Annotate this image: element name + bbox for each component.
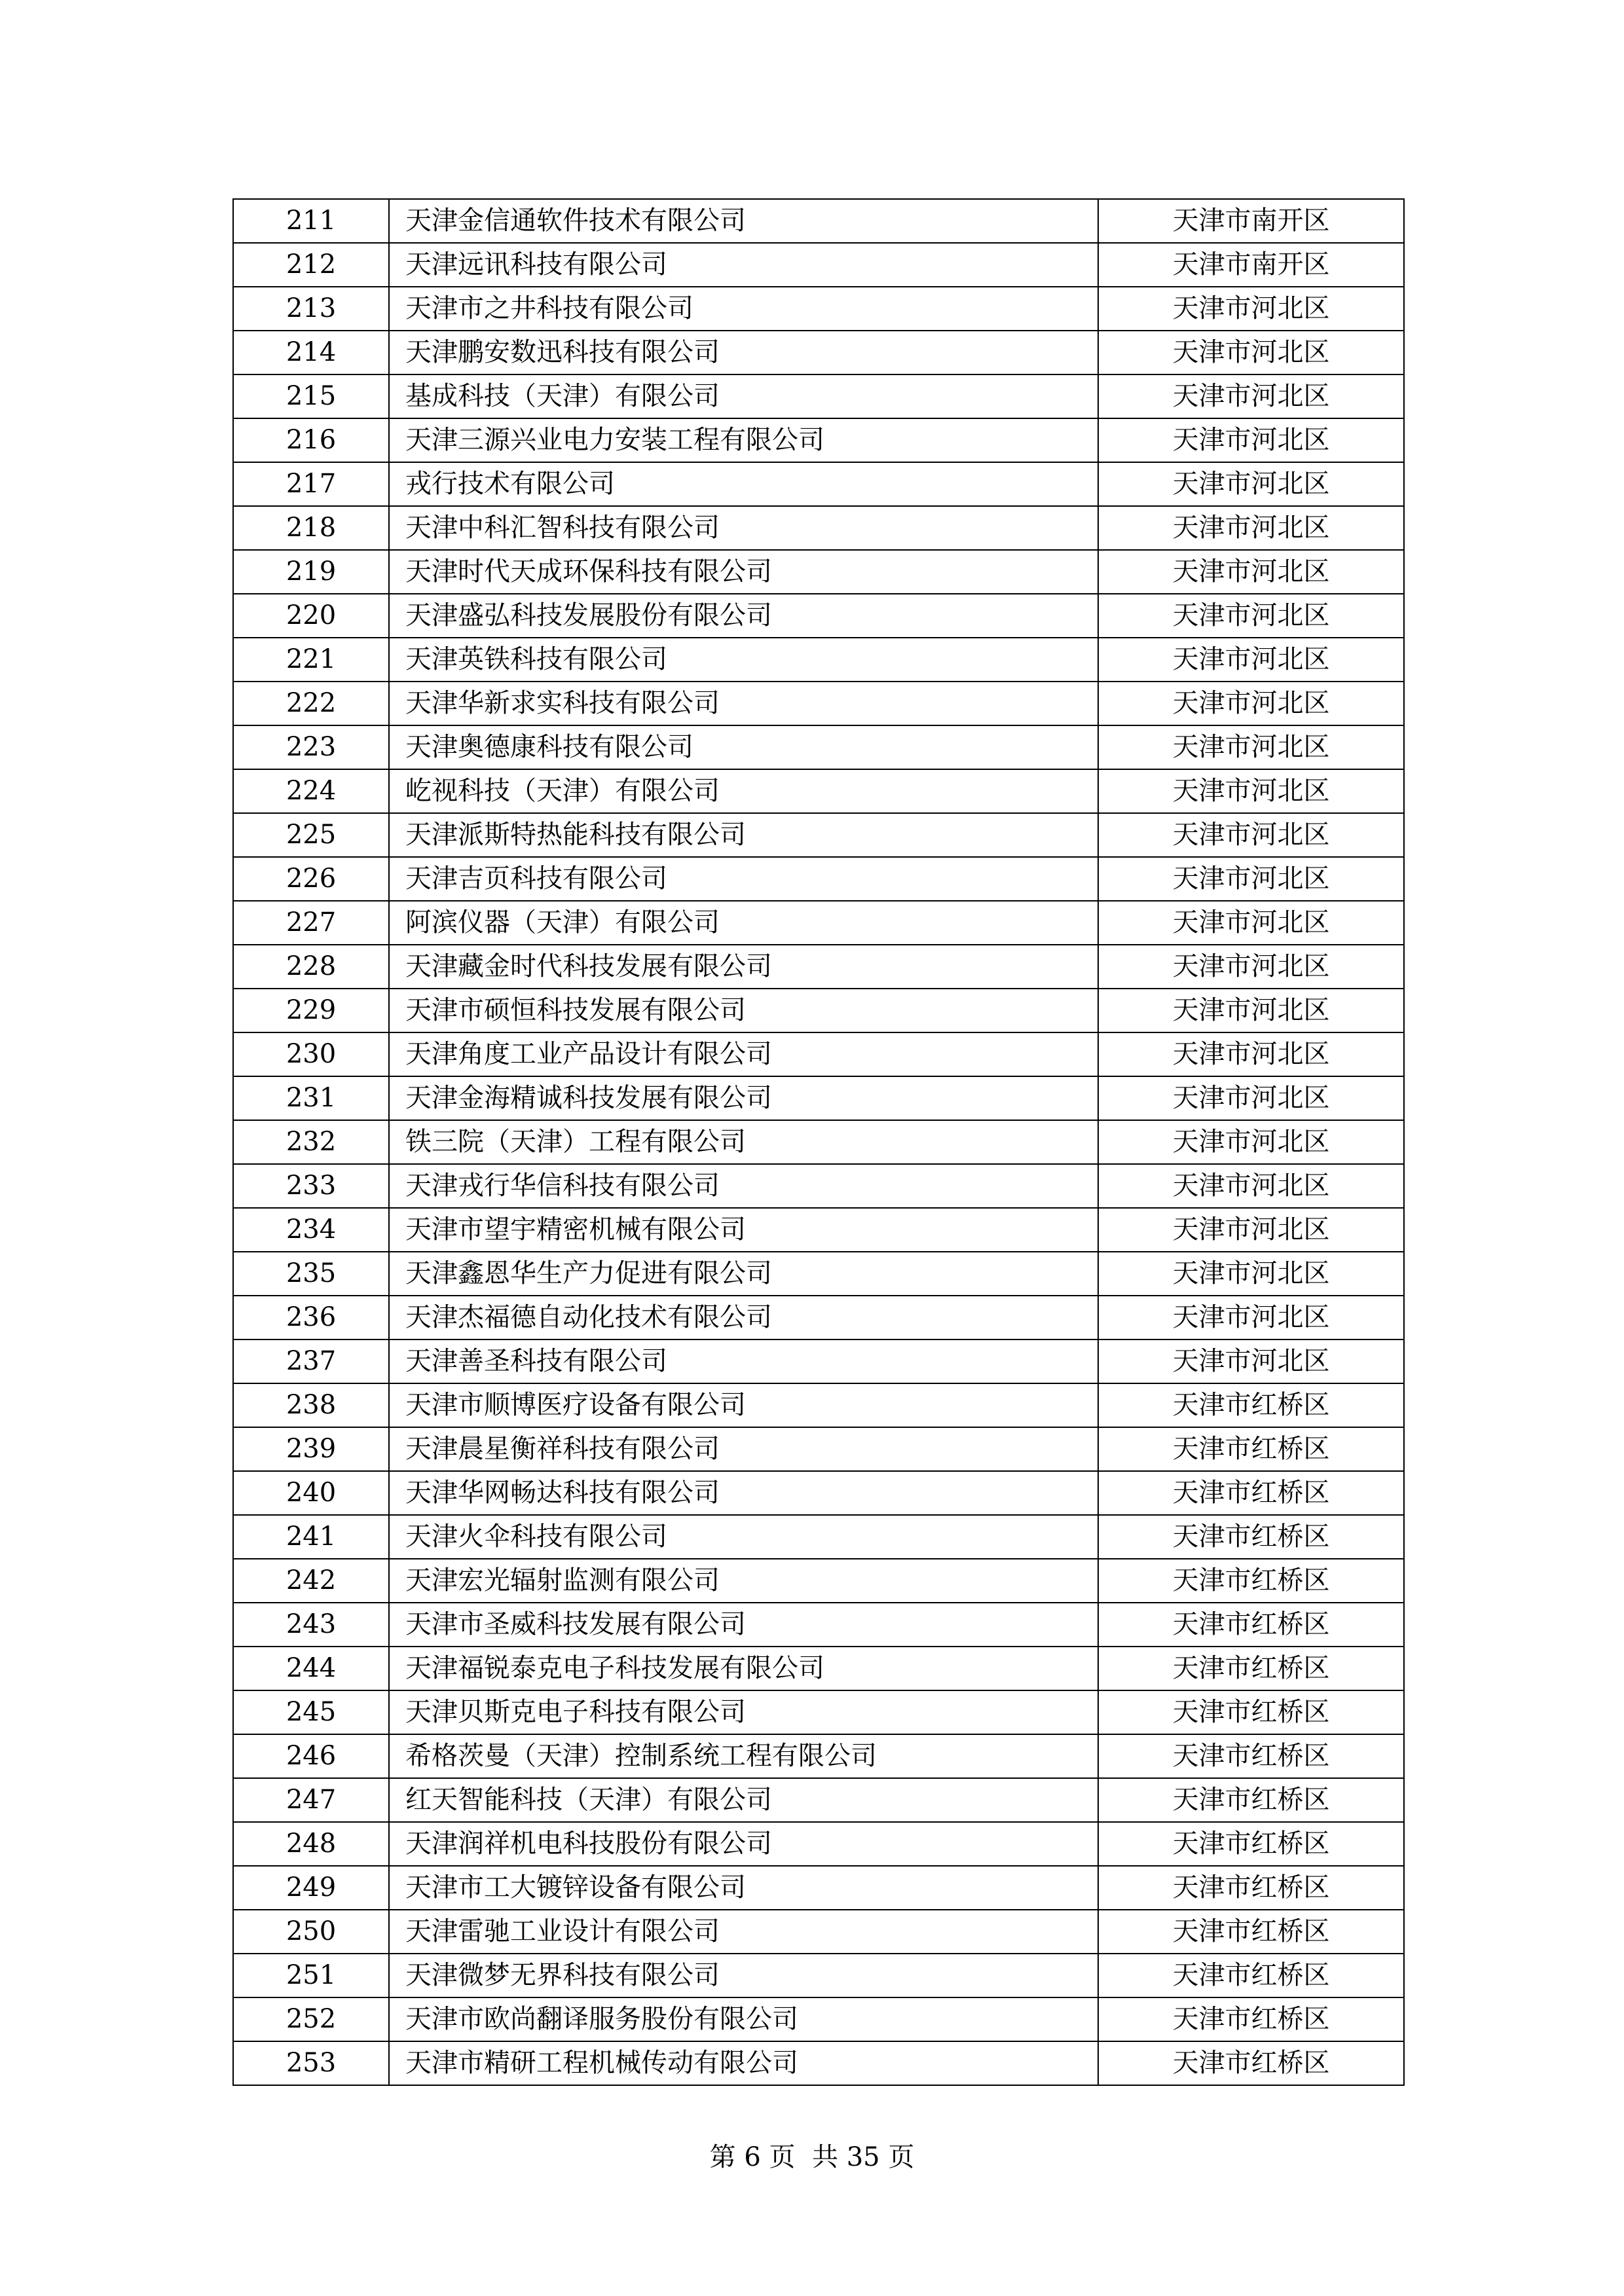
- company-name: 天津市顺博医疗设备有限公司: [389, 1383, 1098, 1427]
- table-row: [233, 1164, 1404, 1208]
- company-name: 天津宏光辐射监测有限公司: [389, 1559, 1098, 1603]
- table-row: [233, 638, 1404, 682]
- region-name: 天津市河北区: [1098, 1120, 1404, 1164]
- company-name: 天津微梦无界科技有限公司: [389, 1954, 1098, 1997]
- row-number: 235: [233, 1252, 389, 1296]
- row-number: 215: [233, 374, 389, 418]
- region-name: 天津市河北区: [1098, 506, 1404, 550]
- company-name: 天津市精研工程机械传动有限公司: [389, 2041, 1098, 2085]
- table-row: [233, 857, 1404, 901]
- table-row: [233, 594, 1404, 638]
- row-number: 250: [233, 1910, 389, 1954]
- row-number: 240: [233, 1471, 389, 1515]
- table-row: [233, 462, 1404, 506]
- region-name: 天津市河北区: [1098, 1252, 1404, 1296]
- table-row: [233, 1383, 1404, 1427]
- row-number: 222: [233, 682, 389, 725]
- region-name: 天津市河北区: [1098, 1339, 1404, 1383]
- table-row: [233, 331, 1404, 374]
- table-row: [233, 725, 1404, 769]
- table-row: [233, 1120, 1404, 1164]
- row-number: 214: [233, 331, 389, 374]
- region-name: 天津市红桥区: [1098, 1910, 1404, 1954]
- row-number: 220: [233, 594, 389, 638]
- table-row: [233, 2041, 1404, 2085]
- company-name: 天津善圣科技有限公司: [389, 1339, 1098, 1383]
- row-number: 211: [233, 199, 389, 243]
- region-name: 天津市红桥区: [1098, 1647, 1404, 1690]
- company-name: 天津奥德康科技有限公司: [389, 725, 1098, 769]
- table-row: [233, 1032, 1404, 1076]
- row-number: 225: [233, 813, 389, 857]
- table-row: [233, 1076, 1404, 1120]
- table-row: [233, 1866, 1404, 1910]
- region-name: 天津市红桥区: [1098, 1471, 1404, 1515]
- row-number: 244: [233, 1647, 389, 1690]
- region-name: 天津市河北区: [1098, 813, 1404, 857]
- company-name: 天津火伞科技有限公司: [389, 1515, 1098, 1559]
- region-name: 天津市南开区: [1098, 199, 1404, 243]
- region-name: 天津市河北区: [1098, 945, 1404, 989]
- company-name: 戎行技术有限公司: [389, 462, 1098, 506]
- region-name: 天津市河北区: [1098, 725, 1404, 769]
- table-row: [233, 901, 1404, 945]
- region-name: 天津市河北区: [1098, 1208, 1404, 1252]
- region-name: 天津市红桥区: [1098, 1603, 1404, 1647]
- company-name: 天津盛弘科技发展股份有限公司: [389, 594, 1098, 638]
- row-number: 219: [233, 550, 389, 594]
- row-number: 227: [233, 901, 389, 945]
- table-row: [233, 287, 1404, 331]
- region-name: 天津市红桥区: [1098, 2041, 1404, 2085]
- company-name: 天津鑫恩华生产力促进有限公司: [389, 1252, 1098, 1296]
- table-row: [233, 418, 1404, 462]
- row-number: 251: [233, 1954, 389, 1997]
- row-number: 252: [233, 1997, 389, 2041]
- company-name: 天津中科汇智科技有限公司: [389, 506, 1098, 550]
- region-name: 天津市红桥区: [1098, 1559, 1404, 1603]
- region-name: 天津市河北区: [1098, 1032, 1404, 1076]
- table-row: [233, 1647, 1404, 1690]
- table-row: [233, 989, 1404, 1032]
- region-name: 天津市河北区: [1098, 550, 1404, 594]
- row-number: 230: [233, 1032, 389, 1076]
- table-row: [233, 945, 1404, 989]
- table-row: [233, 1471, 1404, 1515]
- company-name: 天津市欧尚翻译服务股份有限公司: [389, 1997, 1098, 2041]
- row-number: 229: [233, 989, 389, 1032]
- table-row: [233, 506, 1404, 550]
- region-name: 天津市红桥区: [1098, 1822, 1404, 1866]
- table-row: [233, 1822, 1404, 1866]
- footer-prefix: 第: [709, 2142, 736, 2172]
- row-number: 249: [233, 1866, 389, 1910]
- table-row: [233, 550, 1404, 594]
- region-name: 天津市河北区: [1098, 418, 1404, 462]
- table-row: [233, 1559, 1404, 1603]
- table-row: [233, 1515, 1404, 1559]
- footer-suffix: 页: [888, 2142, 915, 2172]
- row-number: 248: [233, 1822, 389, 1866]
- row-number: 231: [233, 1076, 389, 1120]
- region-name: 天津市河北区: [1098, 1076, 1404, 1120]
- table-row: [233, 1252, 1404, 1296]
- row-number: 233: [233, 1164, 389, 1208]
- row-number: 216: [233, 418, 389, 462]
- row-number: 213: [233, 287, 389, 331]
- company-name: 天津福锐泰克电子科技发展有限公司: [389, 1647, 1098, 1690]
- table-row: [233, 813, 1404, 857]
- region-name: 天津市红桥区: [1098, 1515, 1404, 1559]
- row-number: 224: [233, 769, 389, 813]
- region-name: 天津市河北区: [1098, 901, 1404, 945]
- region-name: 天津市河北区: [1098, 374, 1404, 418]
- company-name: 天津英铁科技有限公司: [389, 638, 1098, 682]
- table-row: [233, 682, 1404, 725]
- company-name: 天津鹏安数迅科技有限公司: [389, 331, 1098, 374]
- row-number: 234: [233, 1208, 389, 1252]
- table-row: [233, 1997, 1404, 2041]
- company-name: 天津远讯科技有限公司: [389, 243, 1098, 287]
- company-name: 天津角度工业产品设计有限公司: [389, 1032, 1098, 1076]
- table-row: [233, 1603, 1404, 1647]
- company-name: 天津市工大镀锌设备有限公司: [389, 1866, 1098, 1910]
- row-number: 246: [233, 1734, 389, 1778]
- company-name: 阿滨仪器（天津）有限公司: [389, 901, 1098, 945]
- table-body: [233, 199, 1404, 2085]
- region-name: 天津市南开区: [1098, 243, 1404, 287]
- table-row: [233, 1954, 1404, 1997]
- company-name: 天津贝斯克电子科技有限公司: [389, 1690, 1098, 1734]
- region-name: 天津市河北区: [1098, 462, 1404, 506]
- region-name: 天津市河北区: [1098, 331, 1404, 374]
- region-name: 天津市红桥区: [1098, 1427, 1404, 1471]
- region-name: 天津市红桥区: [1098, 1734, 1404, 1778]
- company-name: 天津派斯特热能科技有限公司: [389, 813, 1098, 857]
- company-name: 天津戎行华信科技有限公司: [389, 1164, 1098, 1208]
- company-name: 天津三源兴业电力安装工程有限公司: [389, 418, 1098, 462]
- table-row: [233, 769, 1404, 813]
- row-number: 218: [233, 506, 389, 550]
- region-name: 天津市河北区: [1098, 594, 1404, 638]
- table-row: [233, 1208, 1404, 1252]
- row-number: 232: [233, 1120, 389, 1164]
- region-name: 天津市河北区: [1098, 989, 1404, 1032]
- company-name: 天津市圣威科技发展有限公司: [389, 1603, 1098, 1647]
- row-number: 243: [233, 1603, 389, 1647]
- company-name: 天津金海精诚科技发展有限公司: [389, 1076, 1098, 1120]
- company-name: 天津市望宇精密机械有限公司: [389, 1208, 1098, 1252]
- region-name: 天津市河北区: [1098, 1164, 1404, 1208]
- region-name: 天津市红桥区: [1098, 1866, 1404, 1910]
- row-number: 226: [233, 857, 389, 901]
- row-number: 242: [233, 1559, 389, 1603]
- row-number: 221: [233, 638, 389, 682]
- company-name: 基成科技（天津）有限公司: [389, 374, 1098, 418]
- table-row: [233, 1339, 1404, 1383]
- row-number: 212: [233, 243, 389, 287]
- region-name: 天津市河北区: [1098, 857, 1404, 901]
- company-name: 铁三院（天津）工程有限公司: [389, 1120, 1098, 1164]
- table-row: [233, 1690, 1404, 1734]
- company-name: 天津雷驰工业设计有限公司: [389, 1910, 1098, 1954]
- company-name: 天津市硕恒科技发展有限公司: [389, 989, 1098, 1032]
- table-row: [233, 1427, 1404, 1471]
- table-row: [233, 243, 1404, 287]
- region-name: 天津市河北区: [1098, 682, 1404, 725]
- page-footer: [0, 2141, 1624, 2174]
- region-name: 天津市红桥区: [1098, 1997, 1404, 2041]
- row-number: 217: [233, 462, 389, 506]
- region-name: 天津市河北区: [1098, 638, 1404, 682]
- row-number: 247: [233, 1778, 389, 1822]
- table-row: [233, 1296, 1404, 1339]
- region-name: 天津市红桥区: [1098, 1383, 1404, 1427]
- row-number: 241: [233, 1515, 389, 1559]
- row-number: 245: [233, 1690, 389, 1734]
- company-name: 屹视科技（天津）有限公司: [389, 769, 1098, 813]
- table-row: [233, 1910, 1404, 1954]
- region-name: 天津市红桥区: [1098, 1778, 1404, 1822]
- company-name: 天津杰福德自动化技术有限公司: [389, 1296, 1098, 1339]
- footer-total-pages: 35: [846, 2142, 880, 2172]
- company-list-table: [232, 198, 1405, 2086]
- footer-mid: 页 共: [769, 2142, 838, 2172]
- company-name: 天津市之井科技有限公司: [389, 287, 1098, 331]
- company-name: 天津润祥机电科技股份有限公司: [389, 1822, 1098, 1866]
- company-name: 红天智能科技（天津）有限公司: [389, 1778, 1098, 1822]
- region-name: 天津市红桥区: [1098, 1690, 1404, 1734]
- region-name: 天津市河北区: [1098, 287, 1404, 331]
- company-name: 希格茨曼（天津）控制系统工程有限公司: [389, 1734, 1098, 1778]
- row-number: 253: [233, 2041, 389, 2085]
- company-name: 天津吉页科技有限公司: [389, 857, 1098, 901]
- table-row: [233, 1734, 1404, 1778]
- region-name: 天津市河北区: [1098, 769, 1404, 813]
- company-name: 天津金信通软件技术有限公司: [389, 199, 1098, 243]
- table-row: [233, 1778, 1404, 1822]
- company-name: 天津藏金时代科技发展有限公司: [389, 945, 1098, 989]
- row-number: 238: [233, 1383, 389, 1427]
- region-name: 天津市河北区: [1098, 1296, 1404, 1339]
- table-row: [233, 374, 1404, 418]
- company-name: 天津华网畅达科技有限公司: [389, 1471, 1098, 1515]
- region-name: 天津市红桥区: [1098, 1954, 1404, 1997]
- footer-page-number: 6: [744, 2142, 761, 2172]
- row-number: 228: [233, 945, 389, 989]
- company-name: 天津晨星衡祥科技有限公司: [389, 1427, 1098, 1471]
- row-number: 223: [233, 725, 389, 769]
- table-row: [233, 199, 1404, 243]
- row-number: 237: [233, 1339, 389, 1383]
- company-name: 天津华新求实科技有限公司: [389, 682, 1098, 725]
- row-number: 236: [233, 1296, 389, 1339]
- row-number: 239: [233, 1427, 389, 1471]
- company-name: 天津时代天成环保科技有限公司: [389, 550, 1098, 594]
